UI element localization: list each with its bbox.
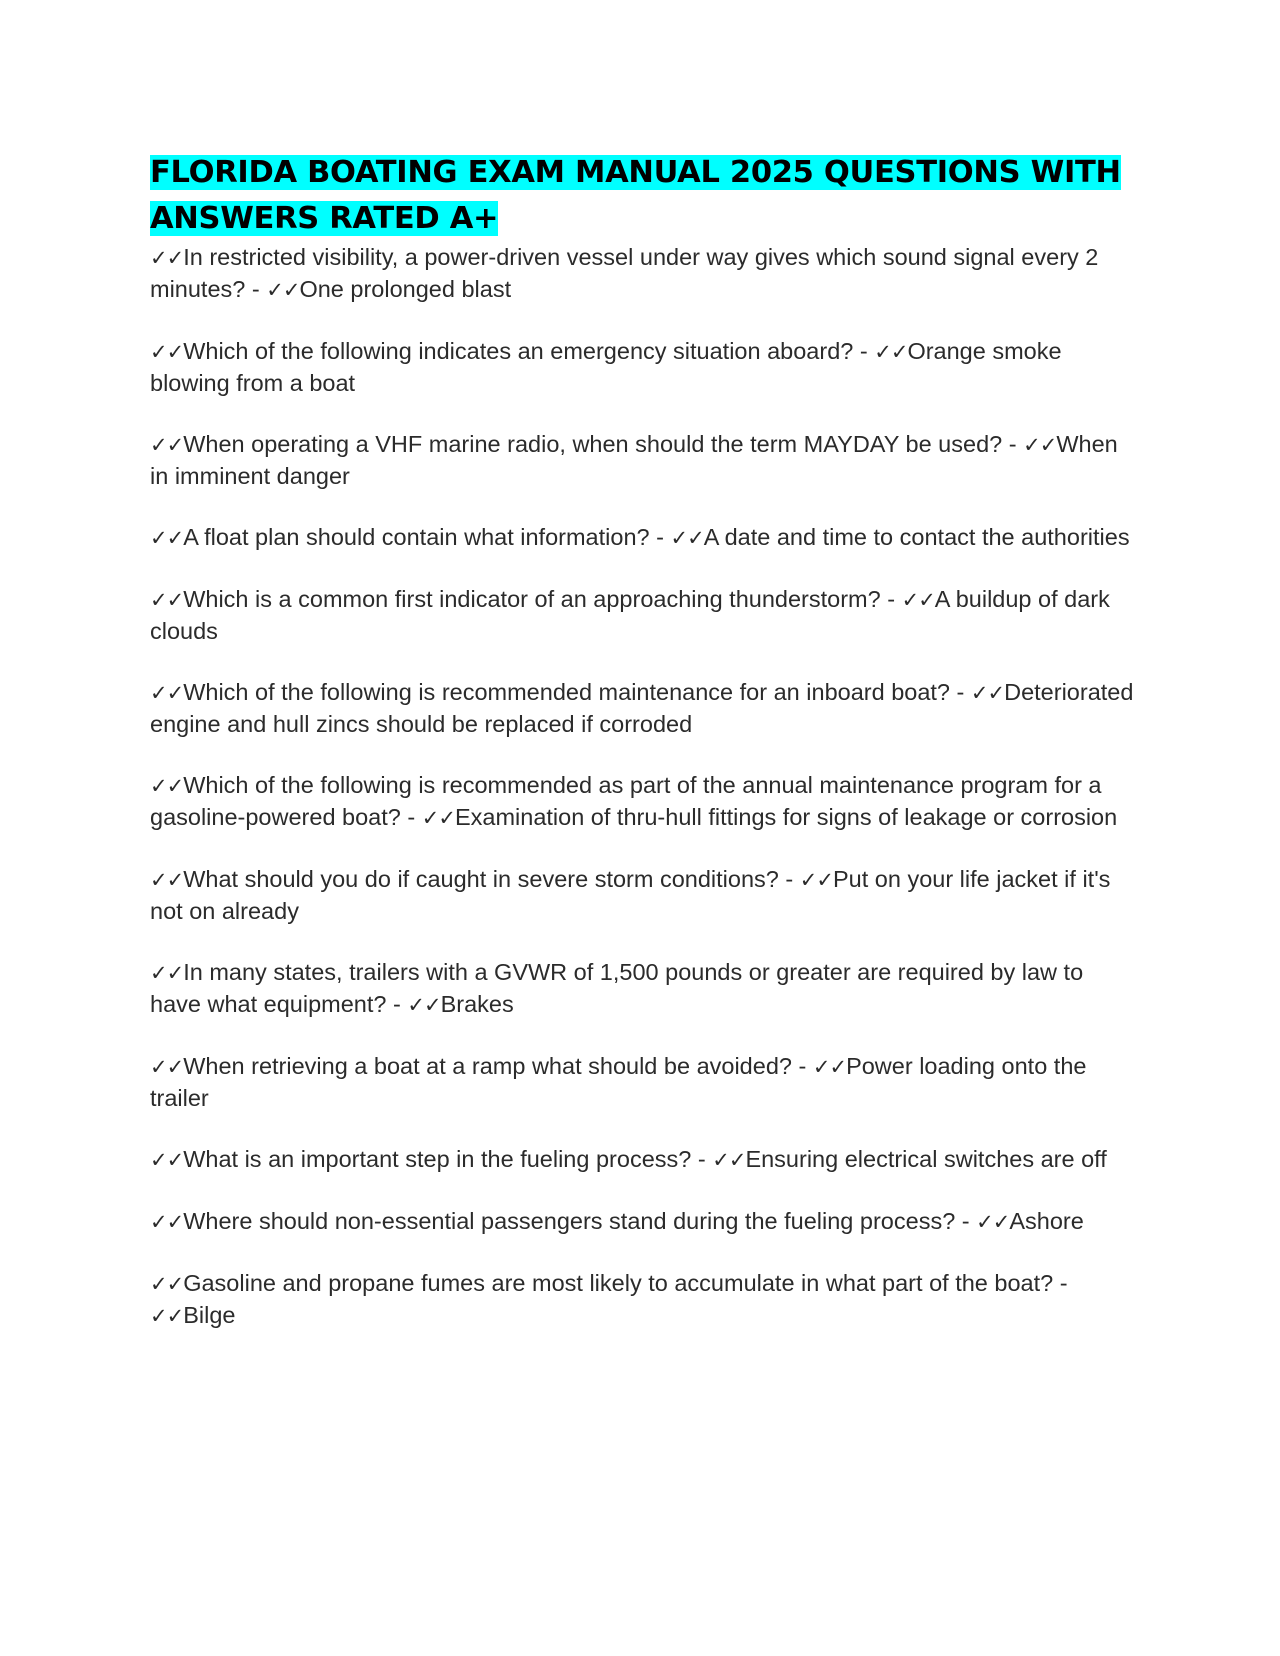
answer-text: Examination of thru-hull fittings for signs of leakage or corrosion — [454, 804, 1118, 830]
answer-check-icon: ✓✓ — [901, 588, 935, 612]
qa-item — [150, 1144, 1140, 1176]
qa-separator: - — [853, 338, 875, 364]
answer-check-icon: ✓✓ — [1023, 433, 1057, 457]
qa-item — [150, 522, 1140, 554]
qa-item — [150, 584, 1140, 647]
answer-check-icon: ✓✓ — [421, 806, 455, 830]
question-text: Which of the following indicates an emergency situation aboard? — [183, 338, 854, 364]
answer-text: When in imminent danger — [150, 431, 1118, 489]
question-check-icon: ✓✓ — [150, 1210, 184, 1234]
answer-check-icon: ✓✓ — [976, 1210, 1010, 1234]
question-check-icon: ✓✓ — [150, 433, 184, 457]
qa-item — [150, 242, 1140, 306]
answer-text: Put on your life jacket if it's not on already — [150, 866, 1111, 924]
qa-item — [150, 336, 1140, 399]
answer-text: Brakes — [440, 991, 514, 1017]
qa-separator: - — [245, 276, 267, 302]
qa-item — [150, 1051, 1140, 1114]
answer-check-icon: ✓✓ — [712, 1148, 746, 1172]
question-text: In many states, trailers with a GVWR of 1,500 pounds or greater are required by law to have what equipment? — [150, 959, 1084, 1017]
question-check-icon: ✓✓ — [150, 588, 184, 612]
answer-text: A buildup of dark clouds — [150, 586, 1110, 644]
qa-separator: - — [386, 991, 408, 1017]
answer-check-icon: ✓✓ — [670, 526, 704, 550]
answer-text: Ashore — [1009, 1208, 1084, 1234]
question-check-icon: ✓✓ — [150, 1272, 184, 1296]
answer-text: Bilge — [183, 1302, 236, 1328]
question-check-icon: ✓✓ — [150, 1055, 184, 1079]
answer-text: Power loading onto the trailer — [150, 1053, 1087, 1111]
answer-text: Deteriorated engine and hull zincs should be replaced if corroded — [150, 679, 1134, 737]
answer-text: One prolonged blast — [299, 276, 512, 302]
question-check-icon: ✓✓ — [150, 961, 184, 985]
question-text: What should you do if caught in severe storm conditions? — [183, 866, 779, 892]
document-page — [150, 150, 1140, 1362]
answer-check-icon: ✓✓ — [970, 681, 1005, 705]
question-check-icon: ✓✓ — [150, 340, 184, 364]
answer-text: A date and time to contact the authorities — [703, 524, 1130, 550]
question-text: What is an important step in the fueling process? — [183, 1146, 692, 1172]
qa-list — [150, 242, 1140, 1332]
qa-separator: - — [1053, 1270, 1068, 1296]
question-check-icon: ✓✓ — [150, 1148, 184, 1172]
qa-separator: - — [778, 866, 800, 892]
answer-check-icon: ✓✓ — [812, 1055, 847, 1079]
qa-item — [150, 1206, 1140, 1238]
qa-separator: - — [950, 679, 971, 705]
qa-item — [150, 429, 1140, 492]
question-text: In restricted visibility, a power-driven vessel under way gives which sound signal every 2 minutes? — [150, 244, 1099, 302]
qa-item — [150, 677, 1140, 740]
answer-check-icon: ✓✓ — [407, 993, 441, 1017]
title-highlight: FLORIDA BOATING EXAM MANUAL 2025 QUESTIONS WITH ANSWERS RATED A+ — [150, 155, 1121, 236]
question-text: Where should non-essential passengers stand during the fueling process? — [183, 1208, 956, 1234]
qa-separator: - — [400, 804, 422, 830]
answer-check-icon: ✓✓ — [150, 1304, 184, 1328]
question-check-icon: ✓✓ — [150, 681, 184, 705]
qa-item — [150, 770, 1140, 834]
question-text: Gasoline and propane fumes are most likely to accumulate in what part of the boat? — [183, 1270, 1054, 1296]
answer-check-icon: ✓✓ — [874, 340, 908, 364]
qa-item — [150, 864, 1140, 927]
question-check-icon: ✓✓ — [150, 774, 184, 798]
answer-text: Ensuring electrical switches are off — [745, 1146, 1107, 1172]
answer-text: Orange smoke blowing from a boat — [150, 338, 1062, 396]
qa-separator: - — [791, 1053, 813, 1079]
question-check-icon: ✓✓ — [150, 868, 184, 892]
question-text: Which of the following is recommended maintenance for an inboard boat? — [183, 679, 951, 705]
question-text: When retrieving a boat at a ramp what should be avoided? — [183, 1053, 792, 1079]
qa-separator: - — [880, 586, 902, 612]
qa-item — [150, 957, 1140, 1021]
question-text: When operating a VHF marine radio, when should the term MAYDAY be used? — [183, 431, 1003, 457]
document-title — [150, 150, 1140, 242]
answer-check-icon: ✓✓ — [266, 278, 300, 302]
question-check-icon: ✓✓ — [150, 246, 184, 270]
question-text: A float plan should contain what information? — [183, 524, 650, 550]
qa-separator: - — [955, 1208, 977, 1234]
answer-check-icon: ✓✓ — [799, 868, 833, 892]
question-check-icon: ✓✓ — [150, 526, 184, 550]
qa-separator: - — [691, 1146, 713, 1172]
qa-item — [150, 1268, 1140, 1332]
qa-separator: - — [1002, 431, 1024, 457]
question-text: Which is a common first indicator of an approaching thunderstorm? — [183, 586, 881, 612]
question-text: Which of the following is recommended as part of the annual maintenance program for a gasoline-powered boat? — [150, 772, 1102, 830]
qa-separator: - — [649, 524, 671, 550]
